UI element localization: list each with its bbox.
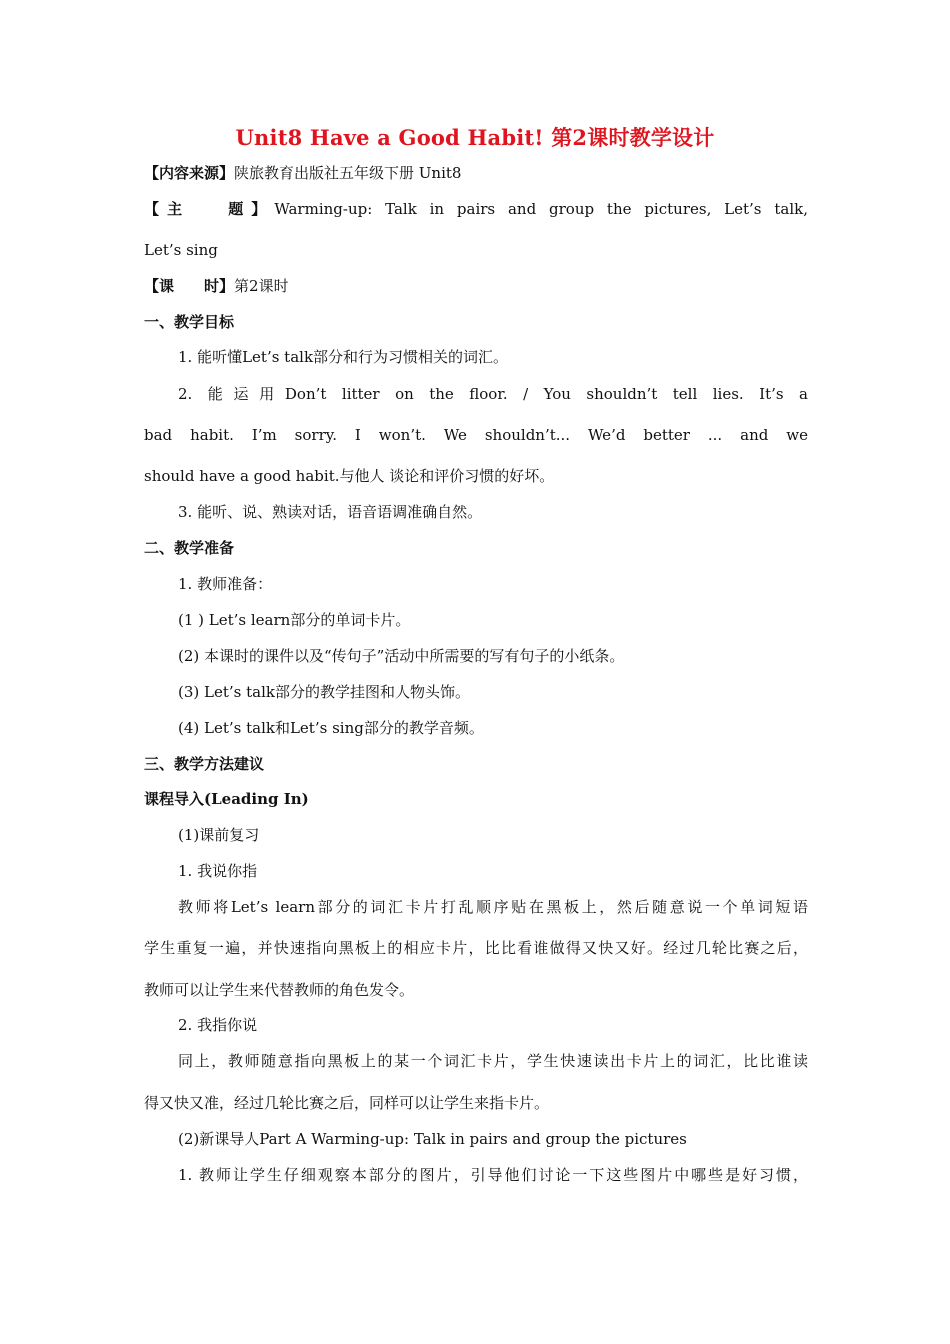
game1-line1: 教师将Let’s learn部分的词汇卡片打乱顺序贴在黑板上，然后随意说一个单词短语: [178, 898, 808, 916]
topic-label-b: 题】: [220, 200, 275, 218]
period-value: 第2课时: [234, 277, 289, 295]
game2-title: 2. 我指你说: [178, 1016, 258, 1034]
new-lesson-item1: 1. 教师让学生仔细观察本部分的图片，引导他们讨论一下这些图片中哪些是好习惯，: [178, 1166, 808, 1184]
topic-value-2: Let’s sing: [144, 241, 218, 259]
section2-sub4: (4) Let’s talk和Let’s sing部分的教学音频。: [178, 719, 484, 737]
topic-value-1: Warming-up: Talk in pairs and group the pictures, Let’s talk,: [274, 200, 808, 218]
source-value: 陕旅教育出版社五年级下册 Unit8: [234, 164, 462, 182]
section1-heading: 一、教学目标: [144, 313, 235, 331]
section2-sub2: (2) 本课时的课件以及“传句子”活动中所需要的写有句子的小纸条。: [178, 647, 625, 665]
section1-item1: 1. 能听懂Let’s talk部分和行为习惯相关的词汇。: [178, 348, 509, 366]
section1-item2-line1: 2. 能运用Don’t litter on the floor. / You shouldn’t tell lies. It’s a: [178, 385, 808, 403]
document-title: Unit8 Have a Good Habit! 第2课时教学设计: [235, 125, 715, 150]
section1-item2-line3: should have a good habit.与他人 谈论和评价习惯的好坏。: [144, 467, 555, 485]
section1-item2-line2: bad habit. I’m sorry. I won’t. We shouldn’t... We’d better ... and we: [144, 426, 808, 444]
section2-sub3: (3) Let’s talk部分的教学挂图和人物头饰。: [178, 683, 470, 701]
game2-line1: 同上，教师随意指向黑板上的某一个词汇卡片，学生快速读出卡片上的词汇，比比谁读: [178, 1052, 808, 1070]
section3-review: (1)课前复习: [178, 826, 260, 844]
section3-heading: 三、教学方法建议: [144, 755, 265, 773]
topic-label-a: 【主: [144, 200, 191, 218]
period-row: [144, 276, 808, 296]
section2-heading: 二、教学准备: [144, 539, 235, 557]
game1-title: 1. 我说你指: [178, 862, 258, 880]
source-label: 【内容来源】: [144, 164, 235, 182]
new-lesson: (2)新课导人Part A Warming-up: Talk in pairs and group the pictures: [178, 1130, 687, 1148]
game1-line3: 教师可以让学生来代替教师的角色发令。: [144, 981, 415, 999]
topic-row: [144, 199, 808, 219]
section1-item3: 3. 能听、说、熟读对话，语音语调准确自然。: [178, 503, 483, 521]
period-label-a: 【课: [144, 277, 175, 295]
section2-item1: 1. 教师准备：: [178, 575, 273, 593]
source-row: [144, 163, 808, 183]
game2-line2: 得又快又准，经过几轮比赛之后，同样可以让学生来指卡片。: [144, 1094, 550, 1112]
period-label-b: 时】: [204, 277, 235, 295]
game1-line2: 学生重复一遍，并快速指向黑板上的相应卡片，比比看谁做得又快又好。经过几轮比赛之后，: [144, 939, 808, 957]
section2-sub1: (1 ) Let’s learn部分的单词卡片。: [178, 611, 411, 629]
section3-subheading: 课程导入(Leading In): [144, 790, 309, 808]
